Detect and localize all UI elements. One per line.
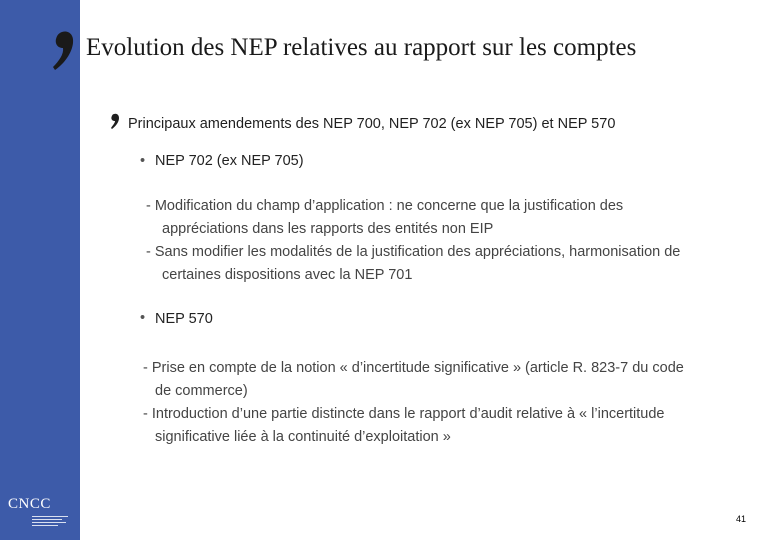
nep570-item-1-cont: de commerce) <box>155 383 248 399</box>
nep702-item-2: - Sans modifier les modalités de la justification des appréciations, harmonisation de <box>146 244 681 260</box>
bullet-icon: • <box>140 310 146 326</box>
small-comma-mark-icon <box>110 112 120 130</box>
nep570-item-2-cont: significative liée à la continuité d’exploitation » <box>155 429 451 445</box>
nep702-item-1: - Modification du champ d’application : ne concerne que la justification des <box>146 198 624 214</box>
sidebar <box>0 0 80 540</box>
page-number: 41 <box>736 514 747 524</box>
logo-lines <box>32 516 72 528</box>
section-heading-nep702: NEP 702 (ex NEP 705) <box>155 153 304 169</box>
slide-subtitle: Principaux amendements des NEP 700, NEP 702 (ex NEP 705) et NEP 570 <box>128 116 616 132</box>
logo-text: CNCC <box>8 496 51 512</box>
nep570-item-1: - Prise en compte de la notion « d’incertitude significative » (article R. 823-7 du code <box>143 360 684 376</box>
nep702-item-1-cont: appréciations dans les rapports des entités non EIP <box>162 221 494 237</box>
section-heading-nep570: NEP 570 <box>155 311 213 327</box>
nep570-item-2: - Introduction d’une partie distincte dans le rapport d’audit relative à « l’incertitude <box>143 406 665 422</box>
bullet-icon: • <box>140 153 146 169</box>
cncc-logo <box>8 496 74 530</box>
slide-title: Evolution des NEP relatives au rapport sur les comptes <box>86 34 637 61</box>
comma-mark-icon <box>52 26 76 74</box>
nep702-item-2-cont: certaines dispositions avec la NEP 701 <box>162 267 413 283</box>
